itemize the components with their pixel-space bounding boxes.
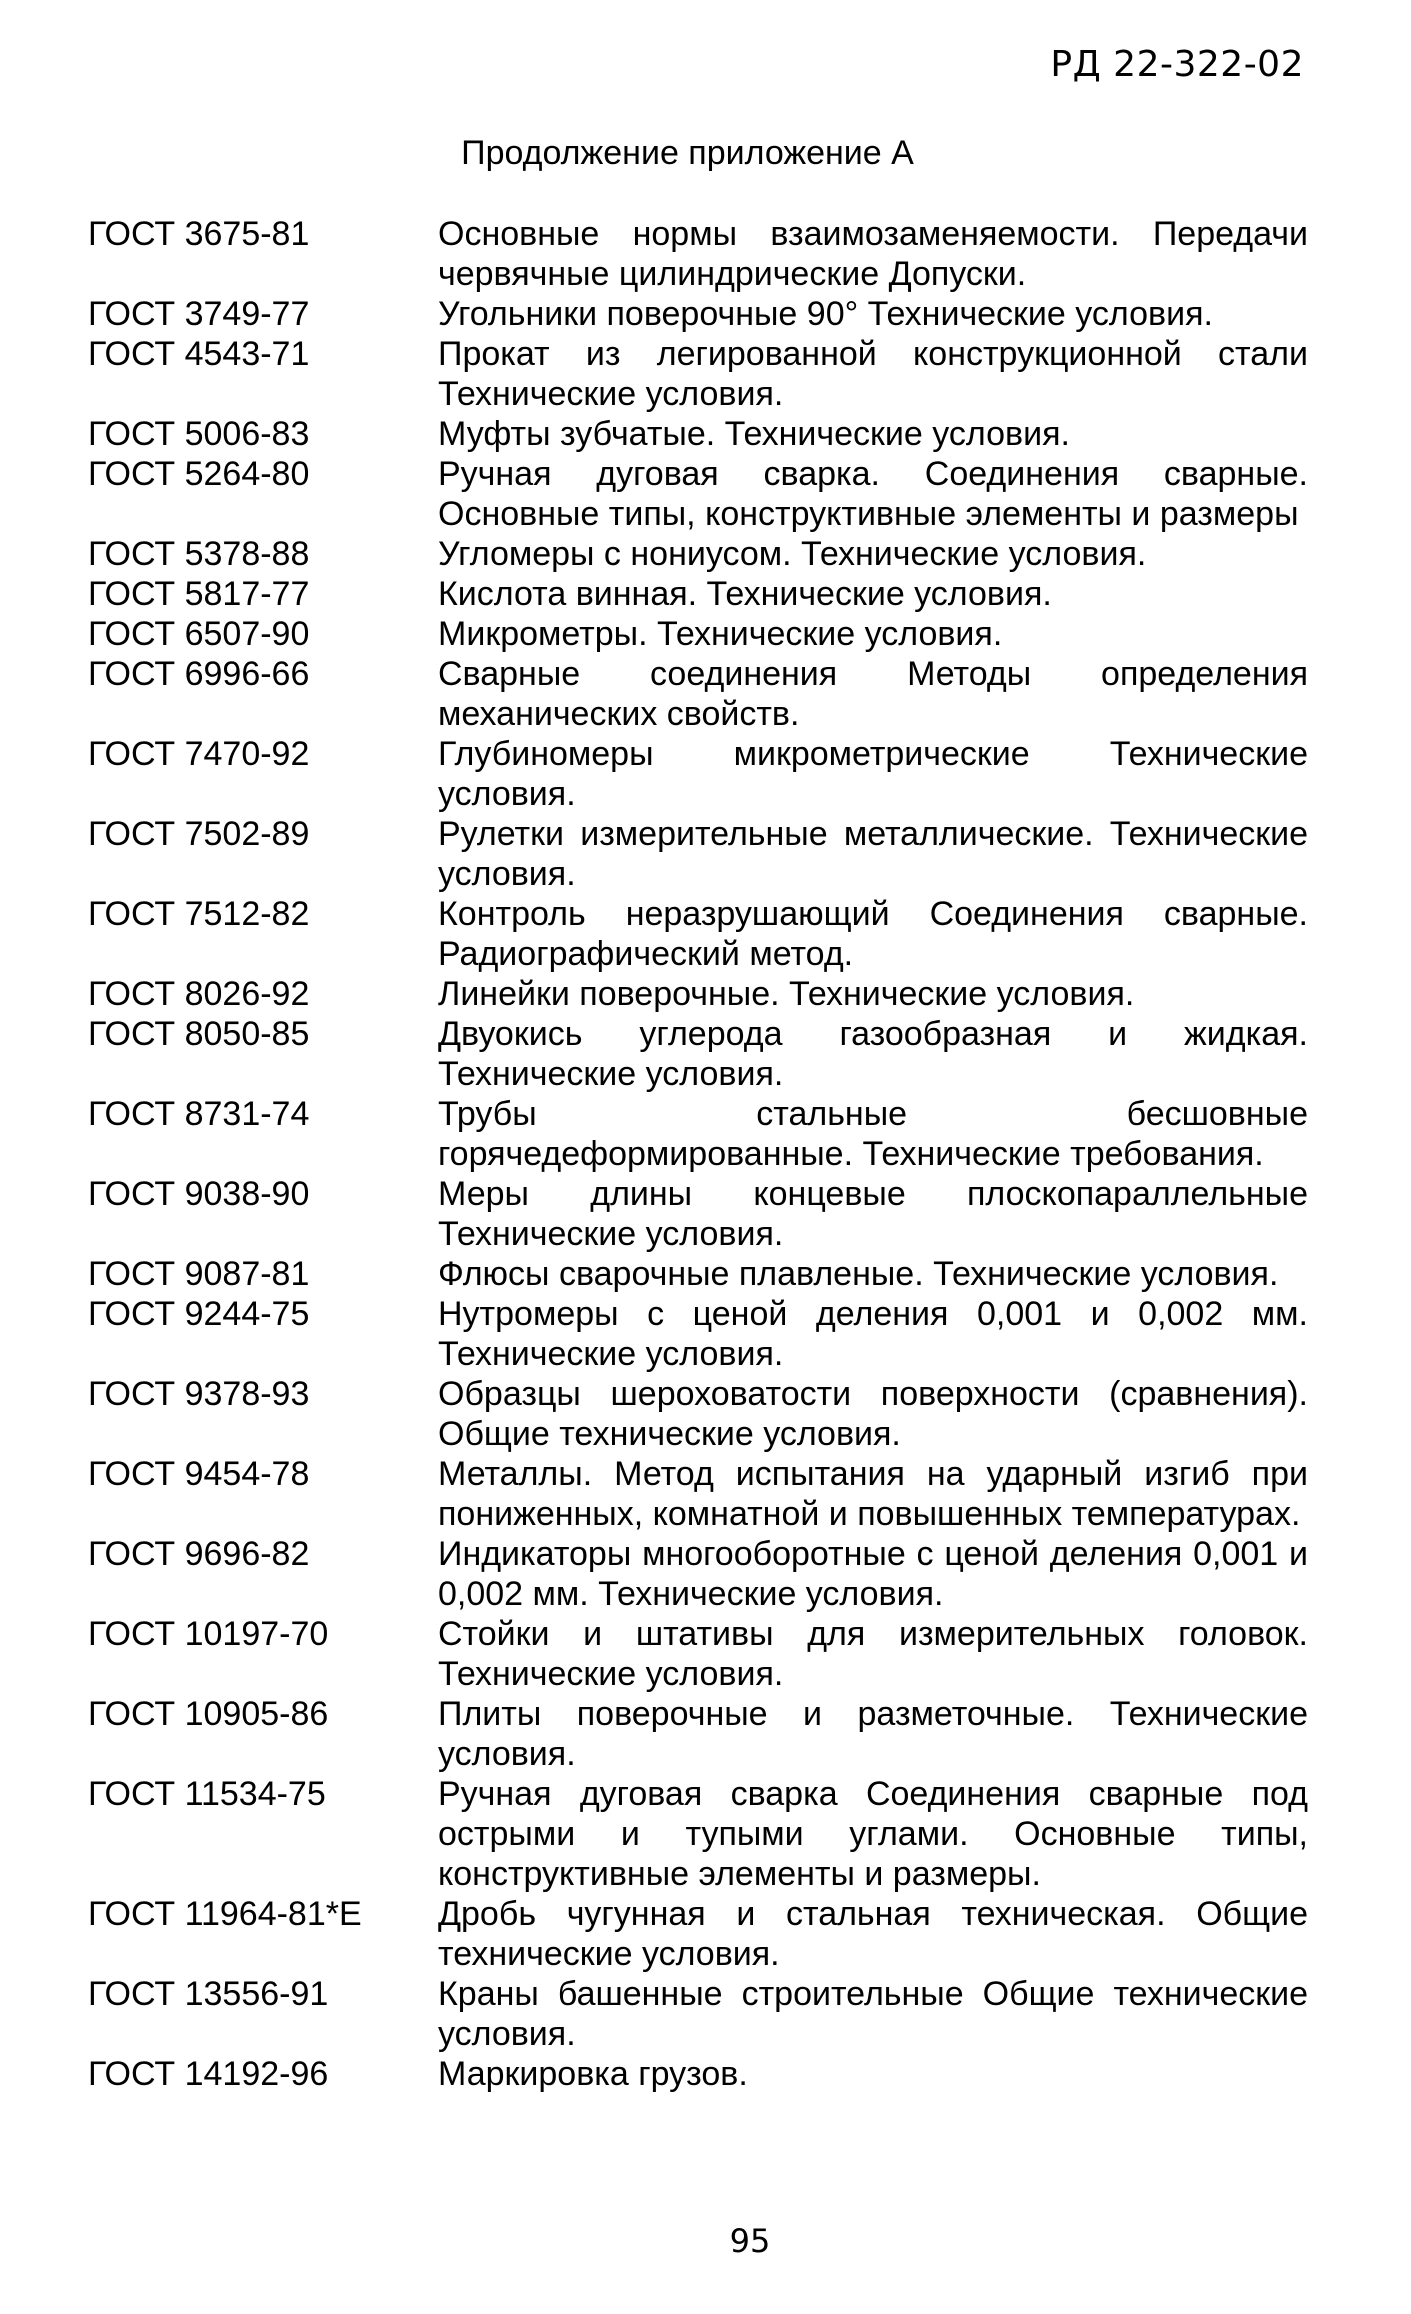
reference-row <box>0 1374 1411 1454</box>
document-code: РД 22-322-02 <box>1050 44 1304 85</box>
reference-row <box>0 1974 1411 2054</box>
reference-row <box>0 1454 1411 1534</box>
standard-code: ГОСТ 9087-81 <box>88 1255 310 1293</box>
standard-code: ГОСТ 14192-96 <box>88 2055 329 2093</box>
standard-title: Двуокись углерода газообразная и жидкая. Технические условия. <box>438 1015 1308 1093</box>
standard-code: ГОСТ 7502-89 <box>88 815 310 853</box>
reference-row <box>0 654 1411 734</box>
standard-code: ГОСТ 7470-92 <box>88 735 310 773</box>
standard-code: ГОСТ 6507-90 <box>88 615 310 653</box>
standard-title: Меры длины концевые плоскопараллельные Технические условия. <box>438 1175 1308 1253</box>
standard-code: ГОСТ 10905-86 <box>88 1695 329 1733</box>
standard-code: ГОСТ 7512-82 <box>88 895 310 933</box>
standard-code: ГОСТ 5378-88 <box>88 535 310 573</box>
reference-row <box>0 974 1411 1014</box>
standard-title: Контроль неразрушающий Соединения сварные. Радиографический метод. <box>438 895 1308 973</box>
standard-code: ГОСТ 9244-75 <box>88 1295 310 1333</box>
standard-title: Маркировка грузов. <box>438 2055 748 2093</box>
reference-row <box>0 1614 1411 1694</box>
standard-title: Краны башенные строительные Общие технические условия. <box>438 1975 1308 2053</box>
standard-code: ГОСТ 4543-71 <box>88 335 310 373</box>
standard-code: ГОСТ 6996-66 <box>88 655 310 693</box>
standard-code: ГОСТ 11964-81*Е <box>88 1895 362 1933</box>
reference-row <box>0 574 1411 614</box>
reference-row <box>0 2054 1411 2094</box>
reference-row <box>0 1254 1411 1294</box>
reference-row <box>0 894 1411 974</box>
standard-title: Нутромеры с ценой деления 0,001 и 0,002 мм. Технические условия. <box>438 1295 1308 1373</box>
standard-title: Плиты поверочные и разметочные. Технические условия. <box>438 1695 1308 1773</box>
standard-title: Трубы стальные бесшовные горячедеформированные. Технические требования. <box>438 1095 1308 1173</box>
standard-title: Угломеры с нониусом. Технические условия. <box>438 535 1147 573</box>
standard-code: ГОСТ 3749-77 <box>88 295 310 333</box>
reference-row <box>0 814 1411 894</box>
reference-row <box>0 414 1411 454</box>
standard-title: Угольники поверочные 90° Технические условия. <box>438 295 1213 333</box>
reference-row <box>0 334 1411 414</box>
standard-title: Образцы шероховатости поверхности (сравнения). Общие технические условия. <box>438 1375 1308 1453</box>
standard-title: Индикаторы многооборотные с ценой деления 0,001 и 0,002 мм. Технические условия. <box>438 1535 1308 1613</box>
standard-title: Глубиномеры микрометрические Технические условия. <box>438 735 1308 813</box>
reference-list <box>0 214 1411 2094</box>
standard-code: ГОСТ 10197-70 <box>88 1615 329 1653</box>
reference-row <box>0 1014 1411 1094</box>
reference-row <box>0 294 1411 334</box>
reference-row <box>0 1694 1411 1774</box>
reference-row <box>0 614 1411 654</box>
standard-title: Металлы. Метод испытания на ударный изгиб при пониженных, комнатной и повышенных температурах. <box>438 1455 1308 1533</box>
standard-title: Муфты зубчатые. Технические условия. <box>438 415 1070 453</box>
reference-row <box>0 534 1411 574</box>
standard-title: Рулетки измерительные металлические. Технические условия. <box>438 815 1308 893</box>
reference-row <box>0 1094 1411 1174</box>
standard-code: ГОСТ 9454-78 <box>88 1455 310 1493</box>
reference-row <box>0 1174 1411 1254</box>
standard-title: Линейки поверочные. Технические условия. <box>438 975 1135 1013</box>
standard-title: Ручная дуговая сварка. Соединения сварные. Основные типы, конструктивные элементы и размеры <box>438 455 1308 533</box>
reference-row <box>0 1534 1411 1614</box>
standard-code: ГОСТ 8026-92 <box>88 975 310 1013</box>
continuation-heading: Продолжение приложение А <box>461 134 914 172</box>
reference-row <box>0 214 1411 294</box>
standard-title: Флюсы сварочные плавленые. Технические условия. <box>438 1255 1279 1293</box>
standard-code: ГОСТ 5817-77 <box>88 575 310 613</box>
standard-title: Дробь чугунная и стальная техническая. Общие технические условия. <box>438 1895 1308 1973</box>
page-number: 95 <box>729 2222 771 2260</box>
standard-code: ГОСТ 11534-75 <box>88 1775 326 1813</box>
reference-row <box>0 1774 1411 1894</box>
standard-code: ГОСТ 13556-91 <box>88 1975 329 2013</box>
standard-code: ГОСТ 3675-81 <box>88 215 310 253</box>
standard-code: ГОСТ 8731-74 <box>88 1095 310 1133</box>
standard-title: Стойки и штативы для измерительных головок. Технические условия. <box>438 1615 1308 1693</box>
standard-title: Сварные соединения Методы определения механических свойств. <box>438 655 1308 733</box>
standard-title: Основные нормы взаимозаменяемости. Передачи червячные цилиндрические Допуски. <box>438 215 1308 293</box>
reference-row <box>0 734 1411 814</box>
standard-title: Микрометры. Технические условия. <box>438 615 1003 653</box>
standard-title: Ручная дуговая сварка Соединения сварные под острыми и тупыми углами. Основные типы, конструктивные элементы и размеры. <box>438 1775 1308 1893</box>
reference-row <box>0 454 1411 534</box>
standard-code: ГОСТ 8050-85 <box>88 1015 310 1053</box>
reference-row <box>0 1894 1411 1974</box>
standard-code: ГОСТ 9696-82 <box>88 1535 310 1573</box>
standard-code: ГОСТ 9378-93 <box>88 1375 310 1413</box>
standard-title: Кислота винная. Технические условия. <box>438 575 1052 613</box>
standard-code: ГОСТ 9038-90 <box>88 1175 310 1213</box>
standard-code: ГОСТ 5006-83 <box>88 415 310 453</box>
standard-title: Прокат из легированной конструкционной стали Технические условия. <box>438 335 1308 413</box>
reference-row <box>0 1294 1411 1374</box>
standard-code: ГОСТ 5264-80 <box>88 455 310 493</box>
